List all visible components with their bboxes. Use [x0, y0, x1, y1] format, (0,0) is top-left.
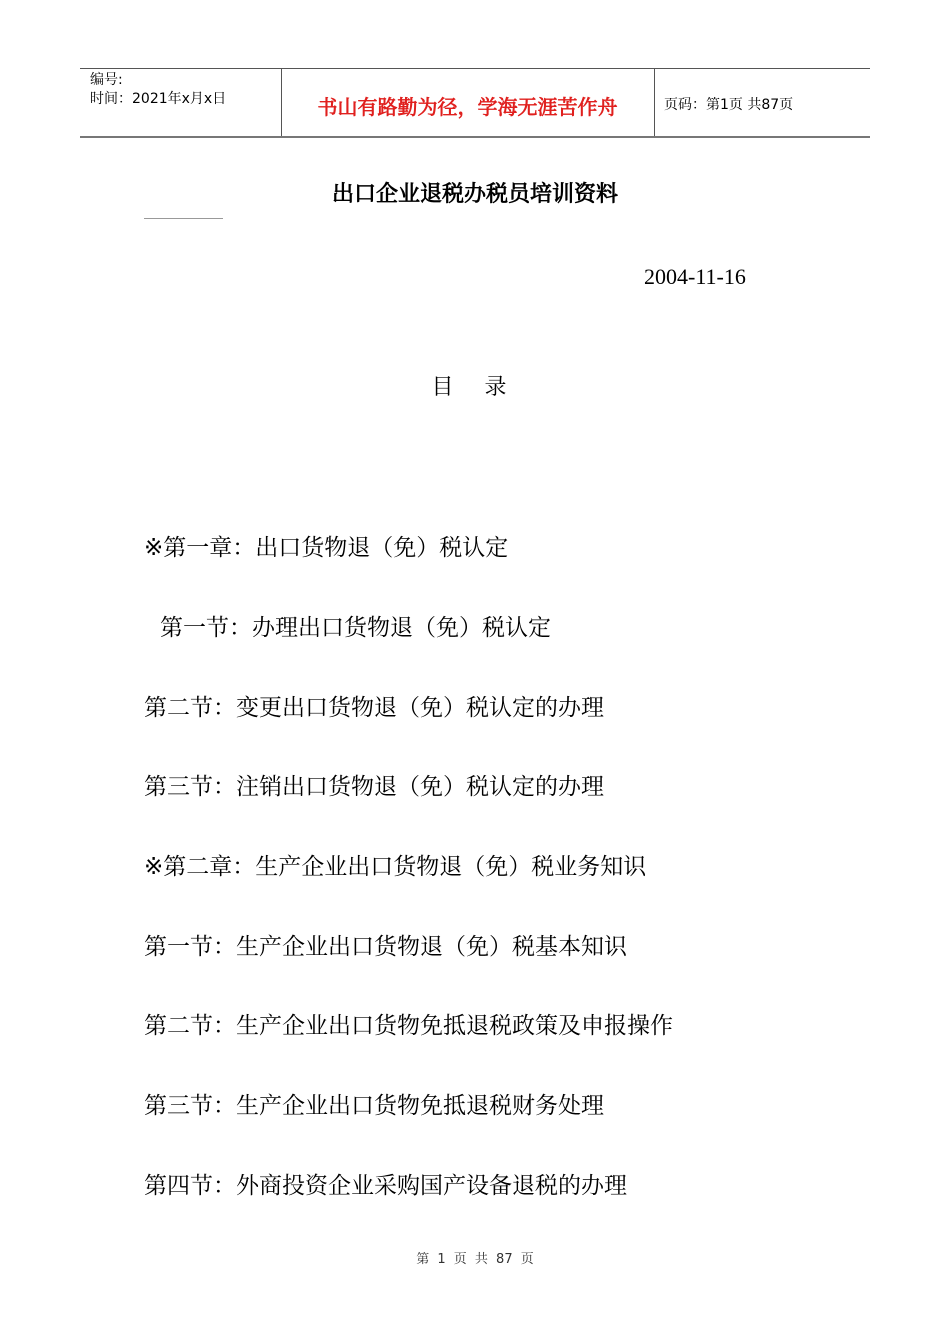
toc-item: 第一节：办理出口货物退（免）税认定 [160, 615, 551, 641]
divider [654, 69, 655, 136]
document-title: 出口企业退税办税员培训资料 [331, 181, 618, 207]
number-label: 编号: [90, 72, 123, 88]
header-page-info: 页码：第1页 共87页 [664, 97, 794, 113]
page-footer: 第 1 页 共 87 页 [416, 1252, 534, 1267]
page-header [80, 68, 870, 138]
document-date: 2004-11-16 [644, 264, 746, 289]
toc-item: 第一节：生产企业出口货物退（免）税基本知识 [144, 934, 627, 960]
header-meta [90, 71, 226, 109]
toc-item: 第三节：生产企业出口货物免抵退税财务处理 [144, 1093, 604, 1119]
toc-item: 第二节：变更出口货物退（免）税认定的办理 [144, 695, 604, 721]
header-motto: 书山有路勤为径，学海无涯苦作舟 [317, 95, 618, 119]
divider [144, 218, 223, 219]
toc-item: ※第二章：生产企业出口货物退（免）税业务知识 [144, 854, 647, 880]
time-label: 时间：2021年x月x日 [90, 91, 227, 107]
toc-item: 第四节：外商投资企业采购国产设备退税的办理 [144, 1173, 627, 1199]
toc-item: 第三节：注销出口货物退（免）税认定的办理 [144, 774, 604, 800]
toc-heading: 目 录 [431, 375, 519, 400]
toc-item: ※第一章：出口货物退（免）税认定 [144, 535, 509, 561]
toc-item: 第二节：生产企业出口货物免抵退税政策及申报操作 [144, 1013, 673, 1039]
